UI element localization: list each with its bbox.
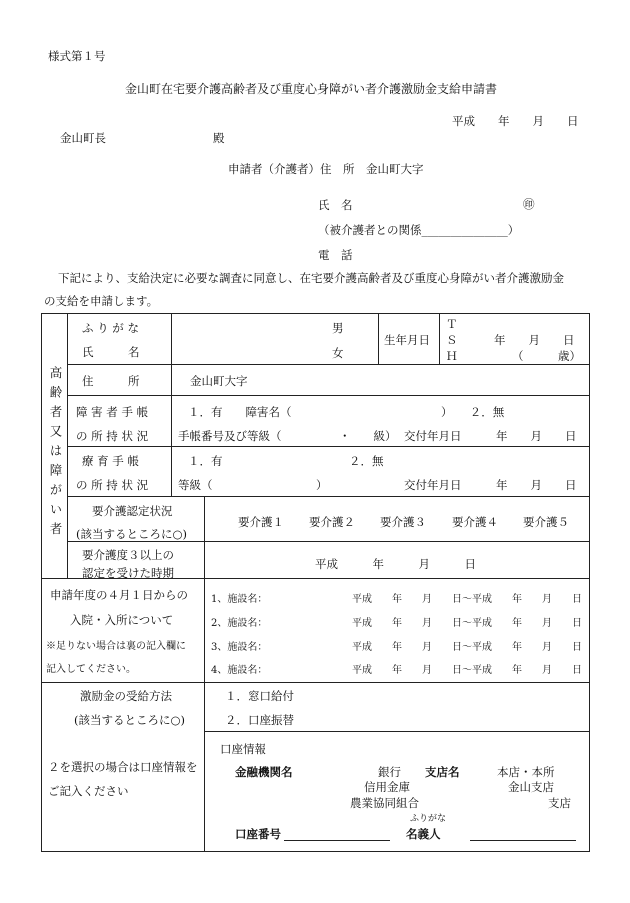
account-info-title: 口座情報	[220, 742, 266, 756]
ryoiku-handbook-label-1: 療 育 手 帳	[82, 454, 139, 468]
era-showa[interactable]: Ｓ	[446, 333, 458, 347]
payment-note-1: ２を選択の場合は口座情報を	[48, 760, 198, 774]
payment-option-window[interactable]: １．窓口給付	[225, 689, 294, 703]
honorific: 殿	[213, 131, 225, 145]
furigana-label: ふ り が な	[82, 321, 139, 335]
disability-handbook-number: 手帳番号及び等級（ ・ 級）	[178, 429, 397, 443]
applicant-name-label: 氏 名	[318, 198, 353, 212]
account-number-label: 口座番号	[235, 827, 281, 841]
care-level-option-4[interactable]: 要介護４	[452, 515, 498, 529]
holder-furigana-label: ふりがな	[410, 814, 447, 824]
bank-type-nokyo[interactable]: 農業協同組合	[350, 796, 419, 810]
application-date: 平成 年 月 日	[452, 114, 579, 128]
facility-2-period: 平成 年 月 日～平成 年 月 日	[352, 618, 582, 629]
facility-3-period: 平成 年 月 日～平成 年 月 日	[352, 642, 582, 653]
care-level-option-5[interactable]: 要介護５	[523, 515, 569, 529]
ryoiku-handbook-issue-date: 交付年月日 年 月 日	[404, 478, 577, 492]
ryoiku-handbook-row-1: １．有 ２．無	[188, 454, 384, 468]
payment-note-2: ご記入ください	[48, 784, 129, 798]
facility-1-name[interactable]: 1、施設名：	[211, 594, 268, 605]
account-number-field[interactable]	[284, 840, 390, 841]
bank-type-shinkin[interactable]: 信用金庫	[364, 780, 410, 794]
era-taisho[interactable]: Ｔ	[446, 317, 458, 331]
facility-1-period: 平成 年 月 日～平成 年 月 日	[352, 594, 582, 605]
hospitalization-note-2: 記入してください。	[46, 664, 136, 675]
intro-line-2: の支給を申請します。	[44, 294, 159, 308]
hospitalization-note-1: ※足りない場合は裏の記入欄に	[46, 641, 186, 652]
name-label: 氏 名	[82, 345, 140, 359]
facility-4-period: 平成 年 月 日～平成 年 月 日	[352, 665, 582, 676]
form-number: 様式第１号	[48, 49, 106, 63]
branch-type-branch[interactable]: 支店	[548, 796, 571, 810]
address-value: 金山町大字	[190, 374, 248, 388]
ryoiku-handbook-label-2: の 所 持 状 況	[76, 478, 149, 492]
phone-label: 電 話	[318, 248, 353, 262]
disability-handbook-issue-date: 交付年月日 年 月 日	[404, 429, 577, 443]
care-level-label-1: 要介護認定状況	[92, 504, 173, 518]
care-level-option-1[interactable]: 要介護１	[238, 515, 284, 529]
disability-handbook-row-1: １．有 障害名（ ） ２．無	[188, 405, 505, 419]
dob-label: 生年月日	[384, 333, 430, 347]
addressee: 金山町長	[60, 131, 106, 145]
branch-type-kaneyama[interactable]: 金山支店	[508, 780, 554, 794]
gender-male[interactable]: 男	[332, 321, 344, 335]
payment-method-label-2: (該当するところに○)	[74, 713, 186, 727]
care3-label-1: 要介護度３以上の	[82, 548, 174, 562]
facility-2-name[interactable]: 2、施設名：	[211, 618, 268, 629]
dob-ymd: 年 月 日	[494, 333, 575, 347]
disability-handbook-label-2: の 所 持 状 況	[76, 429, 149, 443]
hospitalization-label-2: 入院・入所について	[70, 613, 174, 627]
disability-handbook-label-1: 障 害 者 手 帳	[76, 405, 149, 419]
care3-date: 平成 年 月 日	[315, 557, 476, 571]
age-field: （ 歳）	[512, 349, 581, 363]
care-level-option-2[interactable]: 要介護２	[309, 515, 355, 529]
branch-type-head[interactable]: 本店・本所	[497, 765, 555, 779]
bank-type-bank[interactable]: 銀行	[378, 765, 401, 779]
subject-vertical-label: 高齢者又は障がい者	[48, 366, 63, 542]
facility-3-name[interactable]: 3、施設名：	[211, 642, 268, 653]
care-level-label-2: (該当するところに○)	[76, 527, 188, 541]
care-level-option-3[interactable]: 要介護３	[380, 515, 426, 529]
address-label: 住 所	[82, 374, 140, 388]
relation-field[interactable]: （被介護者との関係_______________）	[318, 223, 520, 237]
intro-line-1: 下記により、支給決定に必要な調査に同意し、在宅要介護高齢者及び重度心身障がい者介護激励金	[58, 271, 564, 285]
branch-name-label: 支店名	[425, 765, 460, 779]
payment-option-transfer[interactable]: ２．口座振替	[225, 713, 294, 727]
page-title: 金山町在宅要介護高齢者及び重度心身障がい者介護激励金支給申請書	[125, 82, 498, 96]
bank-name-label: 金融機関名	[235, 765, 293, 779]
account-holder-field[interactable]	[470, 840, 576, 841]
account-holder-label: 名義人	[406, 827, 441, 841]
seal-mark: ㊞	[523, 197, 535, 211]
applicant-address: 申請者（介護者）住 所 金山町大字	[228, 162, 424, 176]
payment-method-label-1: 激励金の受給方法	[80, 689, 172, 703]
ryoiku-handbook-grade: 等級（ ）	[178, 478, 328, 492]
facility-4-name[interactable]: 4、施設名：	[211, 665, 268, 676]
hospitalization-label-1: 申請年度の４月１日からの	[50, 588, 188, 602]
care3-label-2: 認定を受けた時期	[82, 566, 174, 580]
era-heisei[interactable]: Ｈ	[446, 349, 458, 363]
gender-female[interactable]: 女	[332, 346, 344, 360]
